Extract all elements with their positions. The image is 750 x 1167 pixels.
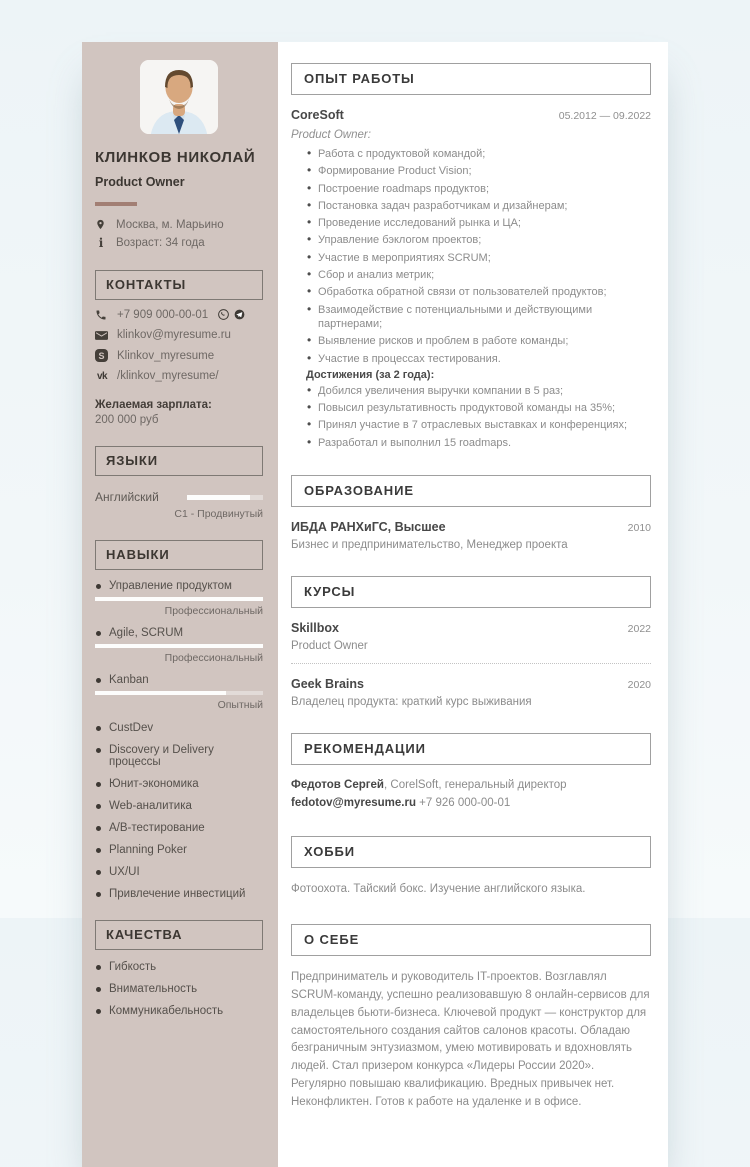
duty-item: • Работа с продуктовой командой; (318, 147, 651, 161)
achievement-item: • Принял участие в 7 отраслевых выставках и конференциях; (318, 418, 651, 432)
company-name: CoreSoft (291, 108, 344, 122)
employment-dates: 05.2012 — 09.2022 (558, 110, 651, 122)
info-icon: i (98, 236, 104, 250)
messengers (217, 308, 246, 321)
salary-block (95, 399, 263, 426)
skill-item: Web-аналитика (95, 800, 263, 812)
email-text: klinkov@myresume.ru (117, 329, 231, 341)
skill-item: A/B-тестирование (95, 822, 263, 834)
phone-row (95, 308, 263, 321)
achievement-item: • Повысил результативность продуктовой команды на 35%; (318, 401, 651, 415)
skill-item: UX/UI (95, 866, 263, 878)
sidebar (82, 42, 278, 1167)
courses-section (291, 576, 651, 708)
vk-text: /klinkov_myresume/ (117, 370, 219, 382)
age-text: Возраст: 34 года (116, 237, 205, 249)
course-details: Product Owner (291, 640, 368, 653)
skill-level-label: Профессиональный (164, 652, 263, 664)
skill-item: CustDev (95, 722, 263, 734)
duty-item: • Участие в процессах тестирования. (318, 352, 651, 366)
skill-item: Planning Poker (95, 844, 263, 856)
skill-rated (95, 580, 263, 617)
quality-item: Внимательность (95, 983, 263, 995)
skill-name: Управление продуктом (95, 580, 263, 592)
skill-rated (95, 674, 263, 711)
course-provider: Geek Brains (291, 677, 364, 692)
hobbies-header: ХОББИ (291, 836, 651, 868)
phone-icon (95, 309, 109, 321)
recommender-contacts (291, 795, 651, 812)
age-row (95, 236, 263, 250)
vk-icon: vk (96, 370, 108, 382)
vk-row (95, 370, 263, 382)
achievement-item: • Добился увеличения выручки компании в 5 раз; (318, 384, 651, 398)
duties-list (291, 147, 651, 366)
education-section (291, 475, 651, 551)
skills-plain-list (95, 722, 263, 900)
skill-rated (95, 627, 263, 664)
experience-entry-head (291, 108, 651, 122)
dotted-separator (291, 663, 651, 664)
recommender-name: Федотов Сергей (291, 779, 384, 792)
location-row (95, 218, 263, 231)
whatsapp-icon (217, 308, 230, 321)
qualities-list (95, 961, 263, 1017)
duty-item: • Участие в мероприятиях SCRUM; (318, 251, 651, 265)
education-details: Бизнес и предпринимательство, Менеджер проекта (291, 539, 568, 552)
profile-photo (140, 60, 218, 134)
duty-item: • Управление бэклогом проектов; (318, 233, 651, 247)
duty-item: • Выявление рисков и проблем в работе команды; (318, 334, 651, 348)
skill-level-bar (95, 644, 263, 648)
recommender-phone: +7 926 000-00-01 (415, 796, 511, 809)
achievements-list (291, 384, 651, 450)
skill-level-bar (95, 597, 263, 601)
person-role: Product Owner (95, 175, 185, 189)
course-entry-head (291, 677, 651, 691)
recommender-line (291, 777, 651, 794)
quality-item: Коммуникабельность (95, 1005, 263, 1017)
avatar (140, 60, 218, 134)
duty-item: • Постановка задач разработчикам и дизайнерам; (318, 199, 651, 213)
education-header: ОБРАЗОВАНИЕ (291, 475, 651, 507)
salary-value: 200 000 руб (95, 414, 159, 426)
email-icon (95, 330, 109, 341)
skill-level-label: Опытный (217, 699, 263, 711)
skype-text: Klinkov_myresume (117, 349, 215, 362)
location-text: Москва, м. Марьино (116, 218, 224, 231)
education-entry-head (291, 520, 651, 534)
duty-item: • Сбор и анализ метрик; (318, 268, 651, 282)
email-row (95, 329, 263, 341)
skill-level-bar (95, 691, 263, 695)
contacts-header: КОНТАКТЫ (95, 270, 263, 300)
about-text: Предприниматель и руководитель IT-проектов. Возглавлял SCRUM-команду, успешно реализовавшую 8 онлайн-сервисов для владельцев бьюти-бизнеса. Ключевой продукт — конструктор для самостоятельного создания сайтов салонов красоты. Обладаю безграничным энтузиазмом, умею мотивировать и вдохновлять людей. Стал призером конкурса «Лидеры России 2020». Регулярно повышаю квалификацию. Вредных привычек нет. Неконфликтен. Готов к работе на удаленке и в офисе. (291, 971, 650, 1108)
duty-item: • Проведение исследований рынка и ЦА; (318, 216, 651, 230)
languages-header: ЯЗЫКИ (95, 446, 263, 476)
resume-card (82, 42, 668, 1167)
course-details: Владелец продукта: краткий курс выживания (291, 696, 532, 709)
skill-level-label: Профессиональный (164, 605, 263, 617)
language-level-label: C1 - Продвинутый (174, 508, 263, 520)
achievement-item: • Разработал и выполнил 15 roadmaps. (318, 436, 651, 450)
about-header: О СЕБЕ (291, 924, 651, 956)
duty-item: • Обработка обратной связи от пользователей продуктов; (318, 285, 651, 299)
skills-header: НАВЫКИ (95, 540, 263, 570)
skill-name: Kanban (95, 674, 263, 686)
quality-item: Гибкость (95, 961, 263, 973)
job-title: Product Owner: (291, 129, 371, 141)
experience-header: ОПЫТ РАБОТЫ (291, 63, 651, 95)
duty-item: • Взаимодействие с потенциальными и действующими партнерами; (318, 303, 651, 332)
skill-item: Привлечение инвестиций (95, 888, 263, 900)
course-provider: Skillbox (291, 621, 339, 636)
duty-item: • Построение roadmaps продуктов; (318, 182, 651, 196)
experience-section (291, 63, 651, 450)
recommendations-header: РЕКОМЕНДАЦИИ (291, 733, 651, 765)
education-year: 2010 (627, 522, 651, 535)
skype-icon: S (95, 349, 109, 362)
phone-text: +7 909 000-00-01 (117, 308, 209, 321)
main-column (278, 42, 668, 1167)
person-name: КЛИНКОВ НИКОЛАЙ (95, 149, 256, 166)
recommender-email: fedotov@myresume.ru (291, 796, 416, 809)
skill-name: Agile, SCRUM (95, 627, 263, 639)
course-year: 2020 (627, 679, 651, 692)
skill-item: Discovery и Delivery процессы (95, 744, 263, 768)
course-entry-head (291, 621, 651, 635)
language-level-bar (187, 495, 263, 500)
about-section (291, 924, 651, 1112)
achievements-label: Достижения (за 2 года): (306, 368, 435, 381)
telegram-icon (233, 308, 246, 321)
salary-label: Желаемая зарплата: (95, 399, 212, 411)
recommendations-section (291, 733, 651, 811)
hobbies-text: Фотоохота. Тайский бокс. Изучение английского языка. (291, 883, 586, 896)
language-name: Английский (95, 490, 159, 504)
location-pin-icon (95, 218, 107, 231)
hobbies-section (291, 836, 651, 899)
recommender-position: , CorelSoft, генеральный директор (384, 779, 567, 792)
course-year: 2022 (627, 623, 651, 636)
accent-divider (95, 202, 137, 206)
qualities-header: КАЧЕСТВА (95, 920, 263, 950)
school-name: ИБДА РАНХиГС, Высшее (291, 520, 446, 535)
duty-item: • Формирование Product Vision; (318, 164, 651, 178)
language-row (95, 490, 263, 504)
skype-row (95, 349, 263, 362)
courses-header: КУРСЫ (291, 576, 651, 608)
skill-item: Юнит-экономика (95, 778, 263, 790)
